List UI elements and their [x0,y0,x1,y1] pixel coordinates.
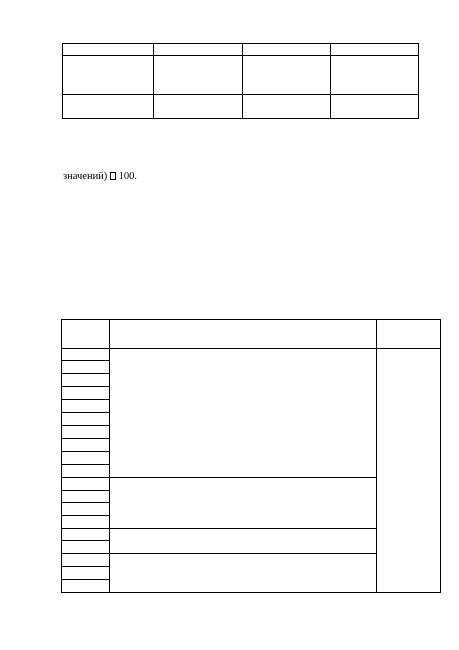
left-row-line [61,515,109,516]
bottom-table-header-line [61,348,441,349]
left-row-line [61,399,109,400]
bottom-table-border-top [61,319,441,320]
bottom-table-col-line [376,319,377,593]
top-table-border-bottom [62,118,419,119]
left-row-line [61,386,109,387]
left-row-line [61,464,109,465]
top-table-col-line [153,43,154,119]
left-row-line [61,579,109,580]
top-table-col-line [242,43,243,119]
left-row-line [61,373,109,374]
group-line [61,528,377,529]
left-row-line [61,451,109,452]
text-fragment [63,171,137,183]
group-line [61,477,377,478]
group-line [61,553,377,554]
left-row-line [61,502,109,503]
bottom-table-col-line [109,319,110,593]
top-table-col-line [418,43,419,119]
left-row-line [61,490,109,491]
left-row-line [61,566,109,567]
text-fragment-before: значений) [63,171,110,182]
left-row-line [61,425,109,426]
top-table-row-line [62,94,419,95]
top-table-row-line [62,55,419,56]
top-table-col-line [330,43,331,119]
left-row-line [61,412,109,413]
text-fragment-after: 100. [115,171,137,182]
bottom-table-border-bottom [61,592,441,593]
left-row-line [61,540,109,541]
left-row-line [61,360,109,361]
top-table-col-line [62,43,63,119]
left-row-line [61,438,109,439]
bottom-table-border-right [440,319,441,593]
top-table-border-top [62,43,419,44]
